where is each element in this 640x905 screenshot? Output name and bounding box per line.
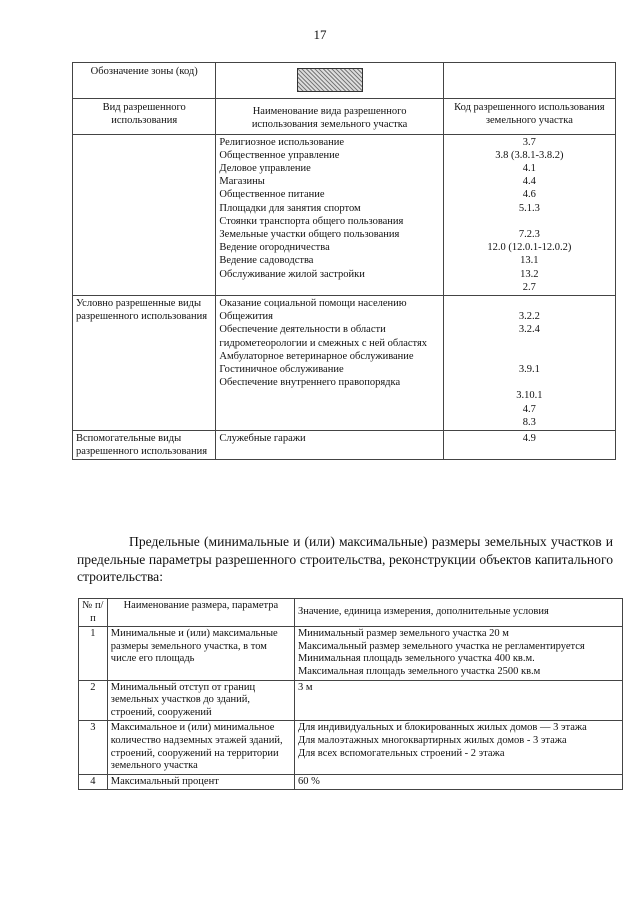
use-code: 4.1 — [522, 163, 536, 175]
use-name: Общественное управление — [219, 149, 340, 161]
params-header-row — [79, 599, 623, 627]
group-category: Вспомогательные виды разрешенного использования — [73, 431, 216, 460]
use-name: Ведение садоводства — [219, 255, 314, 267]
group-names — [216, 134, 443, 295]
use-code: 4.9 — [522, 433, 536, 445]
table-row — [79, 774, 623, 790]
use-code: 3.8 (3.8.1-3.8.2) — [495, 149, 564, 161]
use-code: 3.2.2 — [518, 311, 540, 323]
group-codes — [443, 296, 615, 431]
zones-table — [72, 62, 616, 460]
use-code: 13.1 — [520, 255, 539, 267]
use-name: Общежития — [219, 311, 274, 323]
row-num: 3 — [79, 721, 108, 774]
row-name: Минимальные и (или) максимальные размеры земельного участка, в том числе его площадь — [107, 627, 294, 680]
row-value: 60 % — [297, 775, 320, 787]
row-value: Для индивидуальных и блокированных жилых домов — 3 этажа — [297, 722, 587, 734]
row-value: Максимальный размер земельного участка не регламентируется — [297, 640, 585, 652]
row-value: Максимальная площадь земельного участка 2500 кв.м — [297, 665, 541, 677]
row-value: Для всех вспомогательных строений - 2 этажа — [297, 747, 505, 759]
row-value: 3 м — [297, 681, 313, 693]
use-name: Земельные участки общего пользования — [219, 229, 400, 241]
page-number: 17 — [313, 27, 327, 42]
use-code-header: Код разрешенного использования земельного участка — [443, 99, 615, 134]
use-name: Общественное питание — [219, 189, 325, 201]
use-name: Деловое управление — [219, 163, 311, 175]
zones-table-header-row — [73, 63, 616, 99]
group-category — [73, 134, 216, 295]
use-code: 3.2.4 — [518, 324, 540, 336]
row-num: 4 — [79, 774, 108, 790]
row-value: Для малоэтажных многоквартирных жилых домов - 3 этажа — [297, 734, 567, 746]
zones-group-main — [73, 134, 616, 295]
group-codes — [443, 134, 615, 295]
zones-table-columns-row — [73, 99, 616, 134]
zones-group-auxiliary — [73, 431, 616, 460]
use-code: 4.7 — [522, 403, 536, 415]
use-name: Обеспечение деятельности в области гидрометеорологии и смежных с ней областях — [219, 324, 428, 349]
row-num: 2 — [79, 680, 108, 721]
use-code: 8.3 — [522, 416, 536, 428]
zone-code-empty — [443, 63, 615, 99]
group-names — [216, 431, 443, 460]
group-names — [216, 296, 443, 431]
use-name-header: Наименование вида разрешенного использования земельного участка — [216, 99, 443, 134]
group-codes — [443, 431, 615, 460]
use-code: 5.1.3 — [518, 202, 540, 214]
use-name: Амбулаторное ветеринарное обслуживание — [219, 350, 414, 362]
use-code: 2.7 — [522, 281, 536, 293]
use-code: 7.2.3 — [518, 229, 540, 241]
use-name: Площадки для занятия спортом — [219, 202, 361, 214]
use-code: 3.7 — [522, 136, 536, 148]
num-header: № п/п — [79, 599, 108, 627]
use-name: Обслуживание жилой застройки — [219, 268, 365, 280]
name-header: Наименование размера, параметра — [107, 599, 294, 627]
row-num: 1 — [79, 627, 108, 680]
use-code: 3.10.1 — [516, 390, 543, 402]
row-name: Максимальный процент — [107, 774, 294, 790]
table-row — [79, 680, 623, 721]
use-name: Обеспечение внутреннего правопорядка — [219, 377, 401, 389]
value-header: Значение, единица измерения, дополнительные условия — [294, 599, 622, 627]
row-name: Максимальное и (или) минимальное количество надземных этажей зданий, строений, сооружений на территории земельного участка — [107, 721, 294, 774]
use-name: Гостиничное обслуживание — [219, 364, 344, 376]
use-code: 3.9.1 — [518, 364, 540, 376]
use-name: Магазины — [219, 176, 265, 188]
table-row — [79, 721, 623, 774]
row-values — [294, 627, 622, 680]
use-code: 12.0 (12.0.1-12.0.2) — [487, 242, 572, 254]
row-value: Минимальная площадь земельного участка 400 кв.м. — [297, 653, 535, 665]
params-table — [78, 598, 623, 790]
zones-group-conditional — [73, 296, 616, 431]
use-code: 4.6 — [522, 189, 536, 201]
row-value: Минимальный размер земельного участка 20 м — [297, 628, 509, 640]
zone-code-label: Обозначение зоны (код) — [73, 63, 216, 99]
use-code: 4.4 — [522, 176, 536, 188]
zone-code-swatch — [297, 68, 363, 92]
use-type-header: Вид разрешенного использования — [73, 99, 216, 134]
row-name: Минимальный отступ от границ земельных участков до зданий, строений, сооружений — [107, 680, 294, 721]
row-values — [294, 721, 622, 774]
limits-paragraph: Предельные (минимальные и (или) максимальные) размеры земельных участков и предельные параметры разрешенного строительства, реконструкции объектов капитального строительства: — [77, 534, 613, 585]
use-name: Служебные гаражи — [219, 433, 306, 445]
group-category: Условно разрешенные виды разрешенного использования — [73, 296, 216, 431]
table-row — [79, 627, 623, 680]
use-name: Оказание социальной помощи населению — [219, 298, 407, 310]
use-name: Ведение огородничества — [219, 242, 330, 254]
row-values — [294, 680, 622, 721]
zone-code-cell — [216, 63, 443, 99]
use-code: 13.2 — [520, 268, 539, 280]
use-name: Стоянки транспорта общего пользования — [219, 215, 404, 227]
use-name: Религиозное использование — [219, 136, 345, 148]
row-values — [294, 774, 622, 790]
